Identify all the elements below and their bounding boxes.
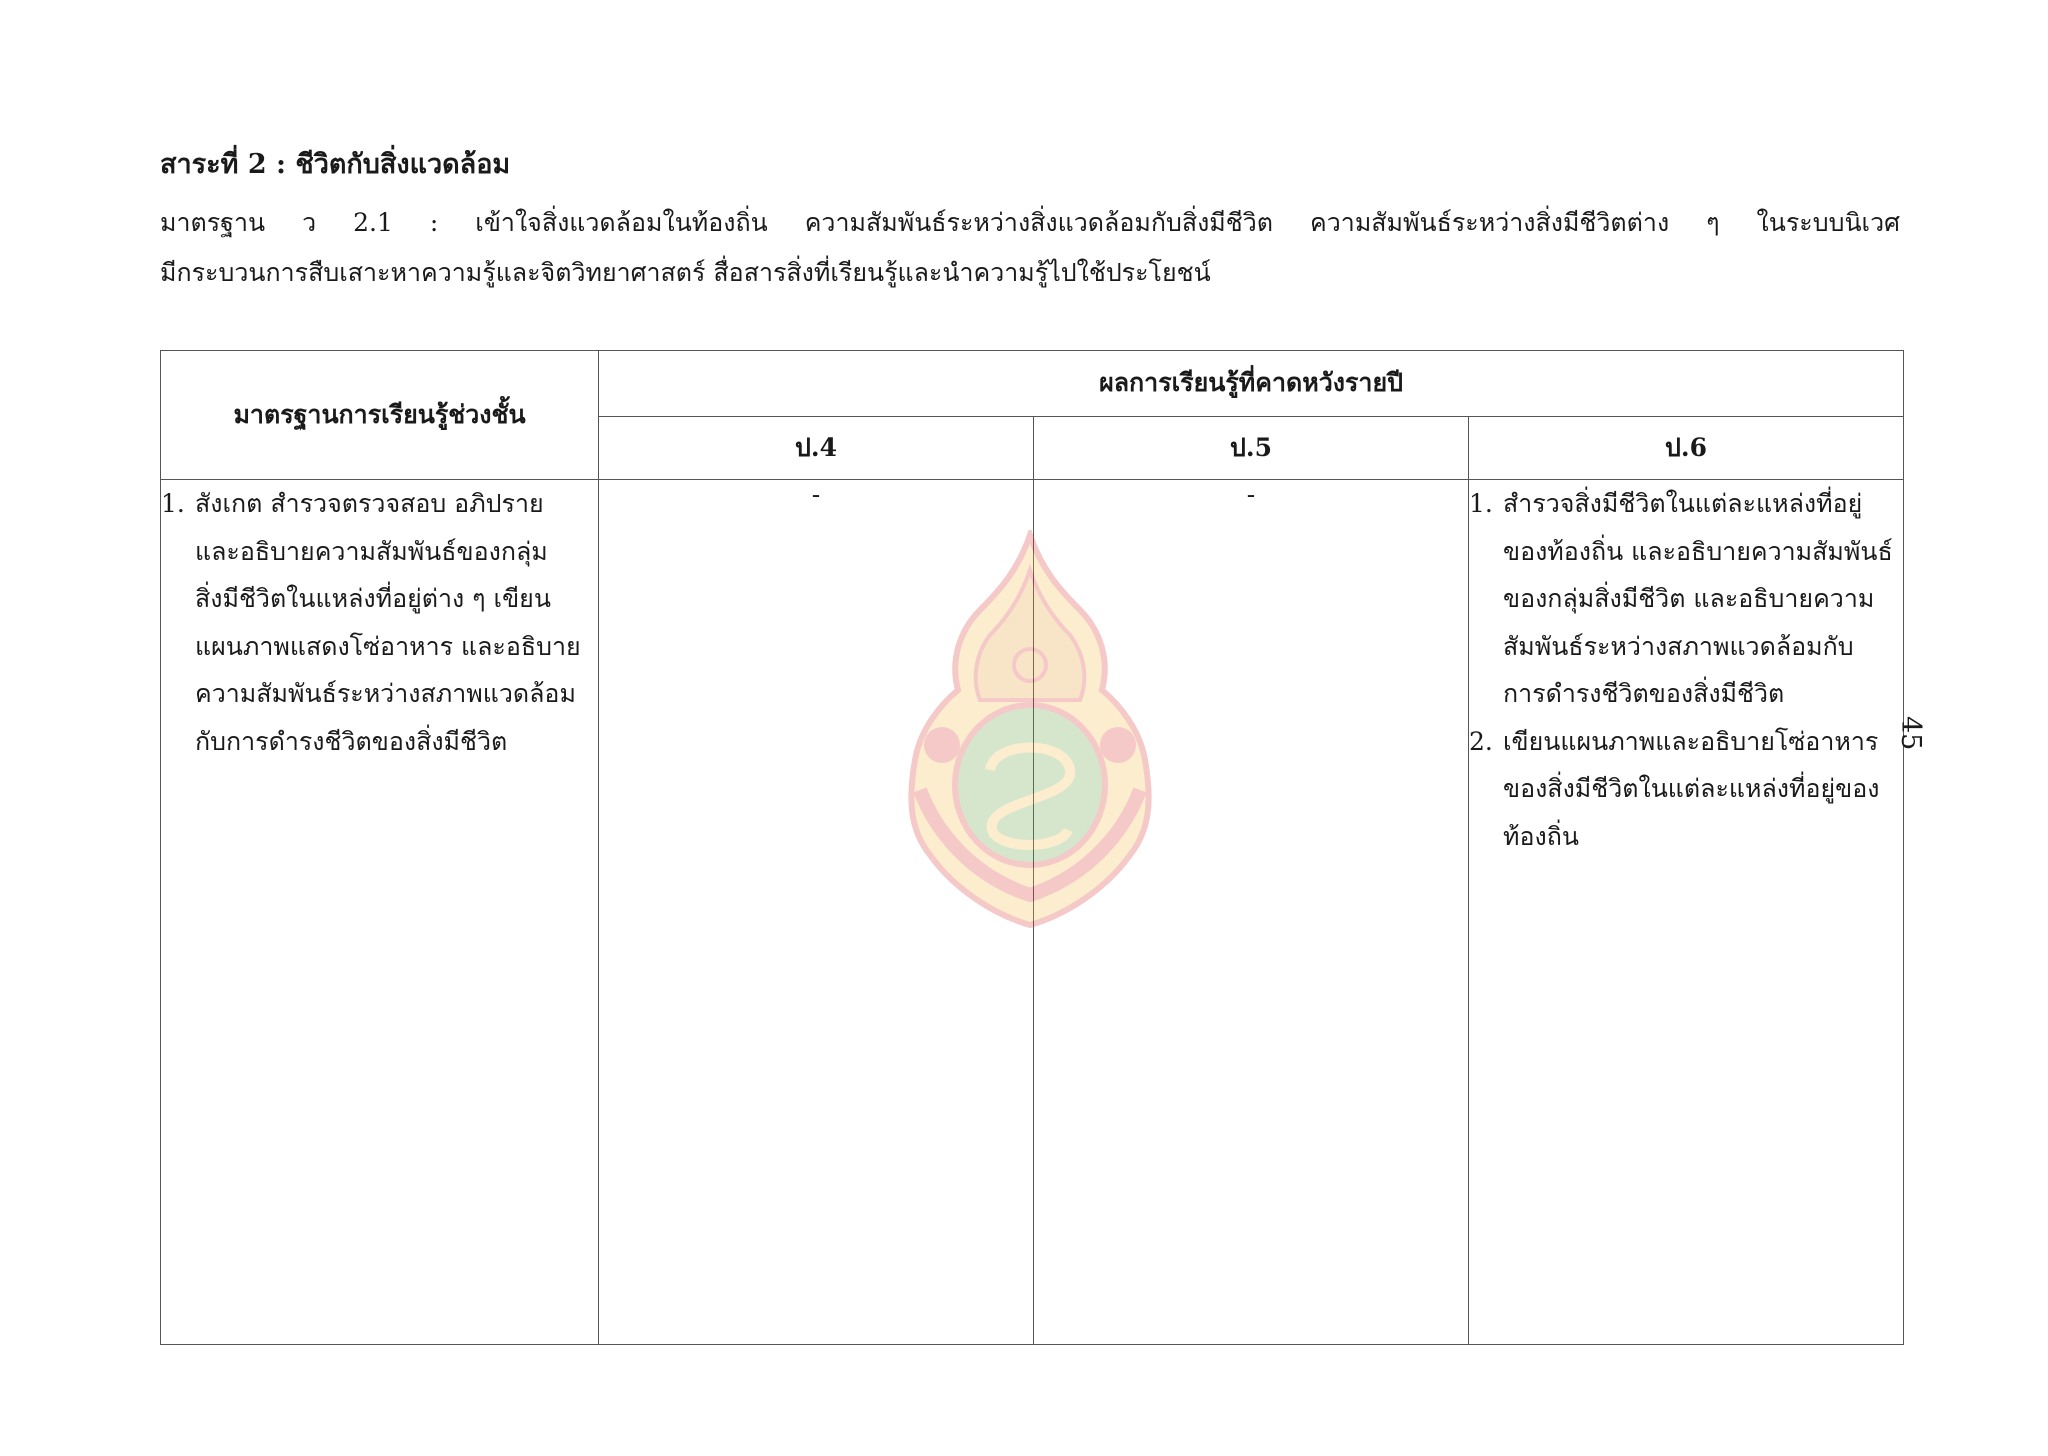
header-learning-standard: มาตรฐานการเรียนรู้ช่วงชั้น (161, 351, 599, 480)
item-line: สำรวจสิ่งมีชีวิตในแต่ละแหล่งที่อยู่ (1503, 489, 1863, 518)
page-title: สาระที่ 2 : ชีวิตกับสิ่งแวดล้อม (160, 149, 511, 180)
p6-cell (1469, 480, 1904, 1345)
p4-cell: - (599, 480, 1034, 1345)
curriculum-table (160, 350, 1904, 1345)
item-text (195, 480, 598, 765)
item-line: ของท้องถิ่น และอธิบายความสัมพันธ์ (1503, 536, 1893, 566)
standard-line-1: มาตรฐาน ว 2.1 : เข้าใจสิ่งแวดล้อมในท้องถิ่น ความสัมพันธ์ระหว่างสิ่งแวดล้อมกับสิ่งมีชีวิต ความสัมพันธ์ระหว่างสิ่งมีชีวิตต่าง ๆ ในระบบนิเวศ (160, 208, 1900, 237)
grade-header-p5: ป.5 (1034, 416, 1469, 480)
standard-list (161, 480, 598, 765)
item-number: 1. (161, 489, 185, 518)
header-expected-outcomes: ผลการเรียนรู้ที่คาดหวังรายปี (599, 351, 1904, 417)
item-line: ท้องถิ่น (1503, 821, 1579, 851)
item-number: 2. (1469, 726, 1493, 756)
item-text (1503, 718, 1903, 861)
list-item (1469, 480, 1903, 718)
item-line: แผนภาพแสดงโซ่อาหาร และอธิบาย (195, 631, 581, 661)
item-number: 1. (1469, 489, 1493, 518)
grade-header-p6: ป.6 (1469, 416, 1904, 480)
item-text (1503, 480, 1903, 718)
list-item (1469, 718, 1903, 861)
curriculum-table-wrapper (160, 350, 1903, 1345)
item-line: สิ่งมีชีวิตในแหล่งที่อยู่ต่าง ๆ เขียน (195, 584, 551, 613)
item-line: ของกลุ่มสิ่งมีชีวิต และอธิบายความ (1503, 584, 1875, 613)
item-line: เขียนแผนภาพและอธิบายโซ่อาหาร (1503, 726, 1879, 756)
standard-cell (161, 480, 599, 1345)
item-line: และอธิบายความสัมพันธ์ของกลุ่ม (195, 536, 548, 566)
item-line: สังเกต สำรวจตรวจสอบ อภิปราย (195, 489, 544, 518)
item-line: ของสิ่งมีชีวิตในแต่ละแหล่งที่อยู่ของ (1503, 774, 1880, 803)
page-number: 45 (1895, 716, 1926, 751)
standard-statement (160, 198, 1900, 298)
item-line: การดำรงชีวิตของสิ่งมีชีวิต (1503, 679, 1785, 708)
list-item (161, 480, 598, 765)
item-line: ความสัมพันธ์ระหว่างสภาพแวดล้อม (195, 679, 576, 708)
item-line: กับการดำรงชีวิตของสิ่งมีชีวิต (195, 726, 508, 756)
standard-line-2: มีกระบวนการสืบเสาะหาความรู้และจิตวิทยาศาสตร์ สื่อสารสิ่งที่เรียนรู้และนำความรู้ไปใช้ประโยชน์ (160, 258, 1211, 287)
item-line: สัมพันธ์ระหว่างสภาพแวดล้อมกับ (1503, 631, 1854, 661)
p5-cell: - (1034, 480, 1469, 1345)
grade-header-p4: ป.4 (599, 416, 1034, 480)
p6-list (1469, 480, 1903, 860)
